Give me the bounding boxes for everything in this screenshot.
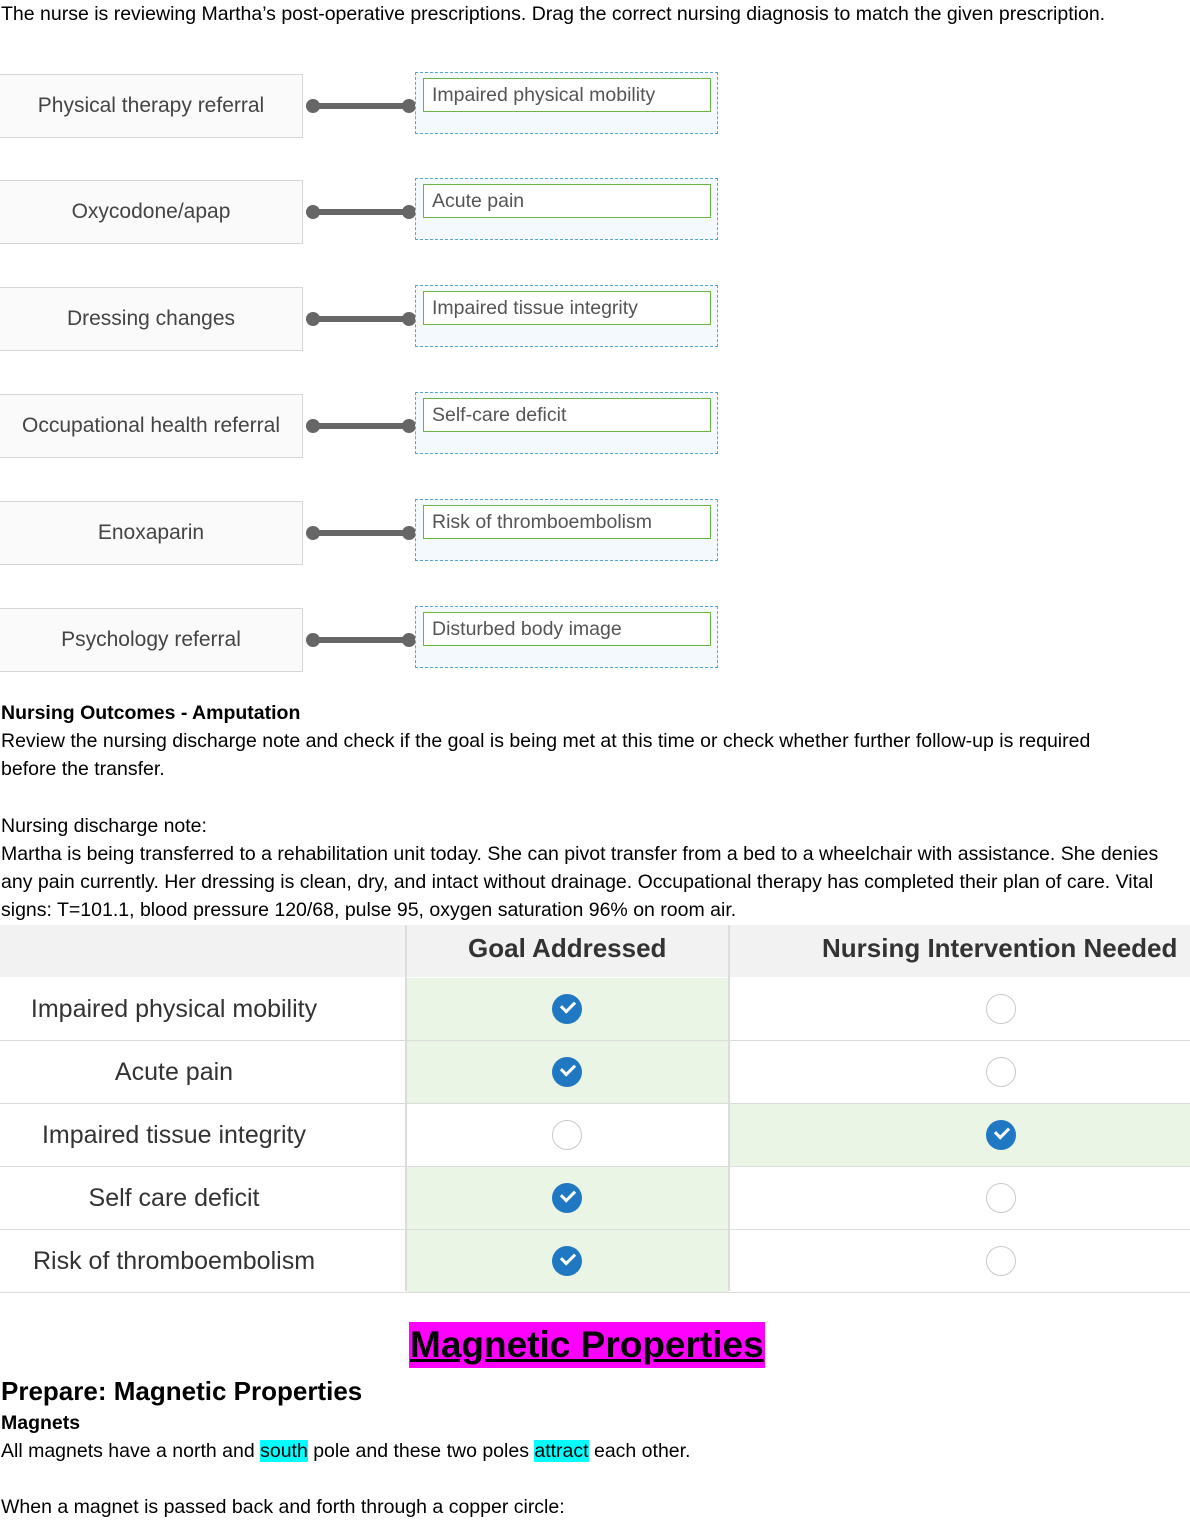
drop-zone[interactable] xyxy=(415,72,718,134)
intervention-needed-cell xyxy=(730,978,1190,1040)
prepare-heading: Prepare: Magnetic Properties xyxy=(1,1376,363,1406)
highlight-attract: attract xyxy=(534,1440,589,1462)
intervention-needed-cell xyxy=(730,1104,1190,1166)
column-header-goal: Goal Addressed xyxy=(468,933,667,963)
prescription-label: Oxycodone/apap xyxy=(0,180,303,244)
outcomes-instructions: Review the nursing discharge note and check if the goal is being met at this time or check whether further follow-up is required before the transfer. xyxy=(1,730,1091,780)
goal-addressed-cell xyxy=(406,1041,728,1103)
column-divider xyxy=(405,925,407,1291)
row-label: Self care deficit xyxy=(88,1183,260,1212)
diagnosis-draggable[interactable]: Self-care deficit xyxy=(423,398,711,432)
table-row xyxy=(0,1167,1190,1230)
magnet-poles-sentence xyxy=(1,1437,690,1465)
radio-checked-icon[interactable] xyxy=(986,1120,1016,1150)
connector-line xyxy=(304,526,416,540)
sentence-part: All magnets have a north and xyxy=(1,1440,261,1462)
match-row xyxy=(0,394,720,460)
connector-line xyxy=(304,419,416,433)
discharge-note-label: Nursing discharge note: xyxy=(1,815,207,837)
prescription-label: Enoxaparin xyxy=(0,501,303,565)
radio-checked-icon[interactable] xyxy=(552,1246,582,1276)
drop-zone[interactable] xyxy=(415,606,718,668)
row-label: Impaired physical mobility xyxy=(30,994,318,1023)
highlight-south: south xyxy=(260,1440,308,1462)
prescription-label: Psychology referral xyxy=(0,608,303,672)
radio-unchecked-icon[interactable] xyxy=(986,1183,1016,1213)
drop-zone[interactable] xyxy=(415,285,718,347)
table-row xyxy=(0,1230,1190,1293)
row-label: Risk of thromboembolism xyxy=(32,1246,316,1275)
goal-addressed-cell xyxy=(406,1104,728,1166)
match-row xyxy=(0,74,720,140)
row-label: Impaired tissue integrity xyxy=(41,1120,306,1149)
match-row xyxy=(0,287,720,353)
diagnosis-draggable[interactable]: Acute pain xyxy=(423,184,711,218)
radio-unchecked-icon[interactable] xyxy=(552,1120,582,1150)
table-header xyxy=(0,925,1190,977)
drop-zone[interactable] xyxy=(415,392,718,454)
radio-unchecked-icon[interactable] xyxy=(986,994,1016,1024)
match-row xyxy=(0,608,720,674)
intervention-needed-cell xyxy=(730,1167,1190,1229)
drop-zone[interactable] xyxy=(415,499,718,561)
outcomes-heading: Nursing Outcomes - Amputation xyxy=(1,702,301,724)
intervention-needed-cell xyxy=(730,1230,1190,1292)
diagnosis-draggable[interactable]: Impaired tissue integrity xyxy=(423,291,711,325)
radio-checked-icon[interactable] xyxy=(552,1183,582,1213)
sentence-part: each other. xyxy=(588,1440,691,1462)
prescription-label: Dressing changes xyxy=(0,287,303,351)
sentence-part: pole and these two poles xyxy=(307,1440,535,1462)
column-divider xyxy=(728,925,730,1291)
connector-line xyxy=(304,99,416,113)
match-row xyxy=(0,180,720,246)
copper-circle-text: When a magnet is passed back and forth through a copper circle: xyxy=(1,1496,565,1518)
radio-unchecked-icon[interactable] xyxy=(986,1057,1016,1087)
magnets-subheading: Magnets xyxy=(1,1412,81,1434)
intervention-needed-cell xyxy=(730,1041,1190,1103)
table-row xyxy=(0,1041,1190,1104)
prescription-label: Physical therapy referral xyxy=(0,74,303,138)
goal-addressed-cell xyxy=(406,978,728,1040)
table-row xyxy=(0,1104,1190,1167)
discharge-note-text: Martha is being transferred to a rehabilitation unit today. She can pivot transfer from a bed to a wheelchair with assistance. She denies any pain currently. Her dressing is clean, dry, and intact without drainage. Occupational therapy has completed their plan of care. Vital signs: T=101.1, blood pressure 120/68, pulse 95, oxygen saturation 96% on room air. xyxy=(1,843,1159,921)
radio-unchecked-icon[interactable] xyxy=(986,1246,1016,1276)
radio-checked-icon[interactable] xyxy=(552,1057,582,1087)
column-header-intervention: Nursing Intervention Needed xyxy=(822,933,1178,963)
magnetic-title: Magnetic Properties xyxy=(409,1322,765,1368)
connector-line xyxy=(304,205,416,219)
diagnosis-draggable[interactable]: Risk of thromboembolism xyxy=(423,505,711,539)
goal-addressed-cell xyxy=(406,1167,728,1229)
goal-addressed-cell xyxy=(406,1230,728,1292)
instructions-text: The nurse is reviewing Martha’s post-operative prescriptions. Drag the correct nursing diagnosis to match the given prescription. xyxy=(1,3,1106,25)
radio-checked-icon[interactable] xyxy=(552,994,582,1024)
table-row xyxy=(0,978,1190,1041)
match-row xyxy=(0,501,720,567)
drop-zone[interactable] xyxy=(415,178,718,240)
diagnosis-draggable[interactable]: Disturbed body image xyxy=(423,612,711,646)
connector-line xyxy=(304,633,416,647)
connector-line xyxy=(304,312,416,326)
row-label: Acute pain xyxy=(114,1057,234,1086)
prescription-label: Occupational health referral xyxy=(0,394,303,458)
diagnosis-draggable[interactable]: Impaired physical mobility xyxy=(423,78,711,112)
